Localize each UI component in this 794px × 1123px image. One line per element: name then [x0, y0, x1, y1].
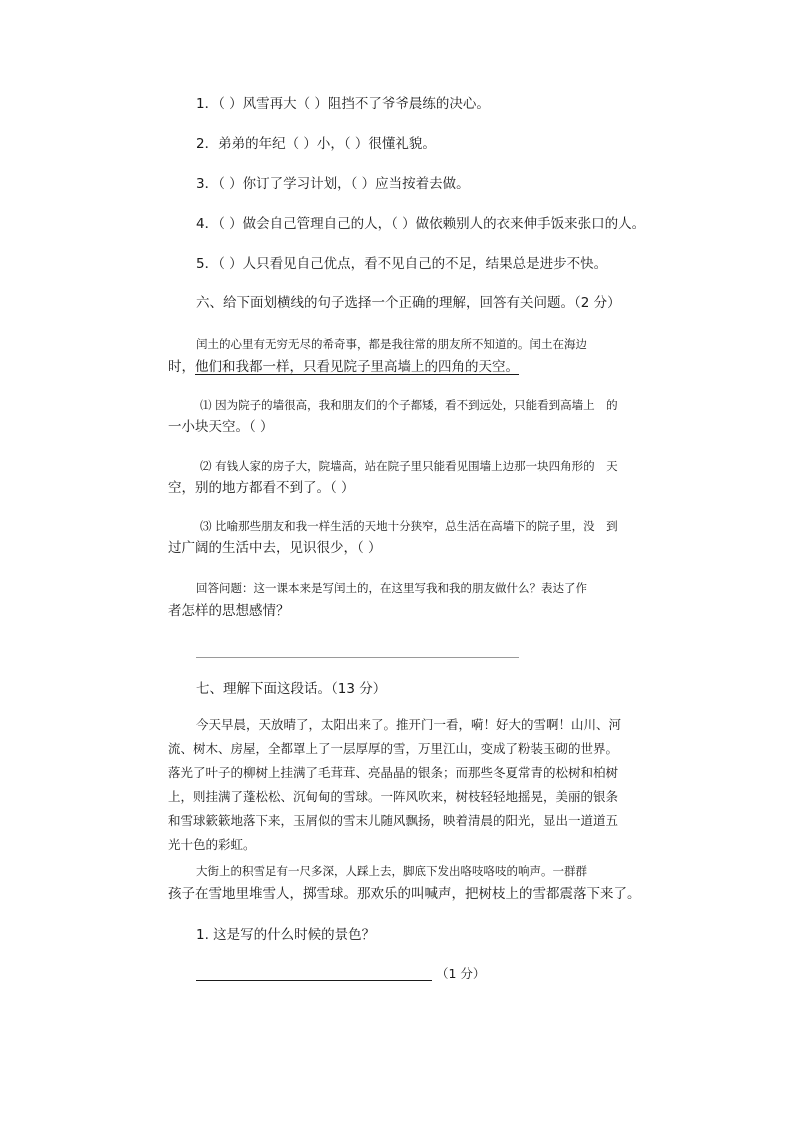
q6-option-2-line1: ⑵ 有钱人家的房子大，院墙高，站在院子里只能看见围墙上边那一块四角形的 天 — [200, 459, 618, 473]
q7-sub1-answer-line[interactable] — [196, 980, 432, 981]
q5-item-3: 3．（ ）你订了学习计划，（ ）应当按着去做。 — [196, 176, 470, 192]
q6-passage-prefix: 时， — [168, 359, 195, 375]
q7-para1-line6: 光十色的彩虹。 — [168, 837, 256, 852]
q6-option-3-line2: 过广阔的生活中去，见识很少，（ ） — [168, 540, 382, 556]
q7-para1-line4: 上，则挂满了蓬松松、沉甸甸的雪球。一阵风吹来，树枝轻轻地摇晃，美丽的银条 — [168, 789, 619, 804]
q6-option-3-line1: ⑶ 比喻那些朋友和我一样生活的天地十分狭窄，总生活在高墙下的院子里，没 到 — [200, 519, 618, 533]
q6-passage-line2 — [168, 361, 519, 375]
q6-question-line1: 回答问题：这一课本来是写闰土的，在这里写我和我的朋友做什么？表达了作 — [196, 581, 587, 595]
q6-title: 六、给下面划横线的句子选择一个正确的理解，回答有关问题。（2 分） — [196, 295, 621, 311]
q6-option-1-line1: ⑴ 因为院子的墙很高，我和朋友们的个子都矮，看不到远处，只能看到高墙上 的 — [200, 398, 618, 412]
q5-item-2: 2．弟弟的年纪（ ）小，（ ）很懂礼貌。 — [196, 136, 436, 152]
q5-item-4: 4．（ ）做会自己管理自己的人，（ ）做依赖别人的衣来伸手饭来张口的人。 — [196, 216, 646, 232]
q6-question-line2: 者怎样的思想感情？ — [168, 603, 290, 619]
q6-underlined-sentence: 他们和我都一样，只看见院子里高墙上的四角的天空。 — [195, 359, 519, 375]
q7-para1-line5: 和雪球簌簌地落下来，玉屑似的雪末儿随风飘扬，映着清晨的阳光，显出一道道五 — [168, 813, 619, 828]
q7-para2-line2: 孩子在雪地里堆雪人，掷雪球。那欢乐的叫喊声，把树枝上的雪都震落下来了。 — [168, 886, 641, 902]
q7-sub1-question: 1. 这是写的什么时候的景色？ — [196, 927, 376, 943]
q6-passage-line1: 闰土的心里有无穷无尽的希奇事，都是我往常的朋友所不知道的。闰土在海边 — [196, 337, 587, 351]
q6-answer-line[interactable] — [196, 657, 519, 658]
q5-item-1: 1．（ ）风雪再大（ ）阻挡不了爷爷晨练的决心。 — [196, 96, 490, 112]
q5-item-5: 5．（ ）人只看见自己优点，看不见自己的不足，结果总是进步不快。 — [196, 256, 608, 272]
q7-para1-line1: 今天早晨，天放晴了，太阳出来了。推开门一看，嗬！好大的雪啊！山川、河 — [196, 717, 622, 732]
q7-title: 七、理解下面这段话。（13 分） — [196, 681, 387, 697]
q7-para2-line1: 大街上的积雪足有一尺多深，人踩上去，脚底下发出咯吱咯吱的响声。一群群 — [196, 864, 587, 878]
q7-para1-line2: 流、树木、房屋，全都罩上了一层厚厚的雪，万里江山，变成了粉装玉砌的世界。 — [168, 741, 619, 756]
q6-option-2-line2: 空，别的地方都看不到了。（ ） — [168, 480, 355, 496]
q7-sub1-score: （1 分） — [436, 966, 486, 981]
q7-para1-line3: 落光了叶子的柳树上挂满了毛茸茸、亮晶晶的银条；而那些冬夏常青的松树和柏树 — [168, 765, 619, 780]
q6-option-1-line2: 一小块天空。（ ） — [168, 419, 274, 435]
